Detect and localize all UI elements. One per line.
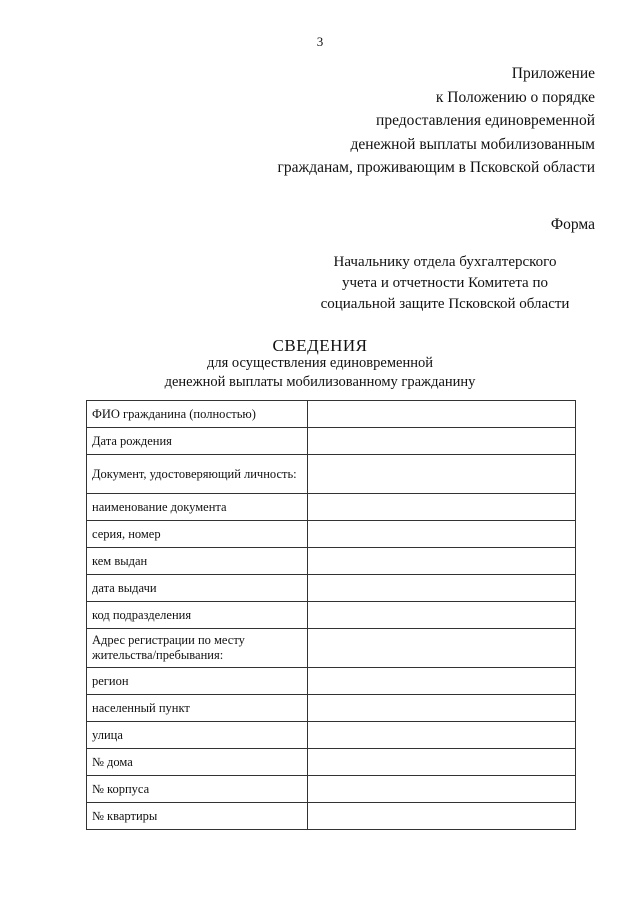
page-number: 3 <box>316 34 324 49</box>
row-value-field[interactable] <box>308 776 576 803</box>
row-label: дата выдачи <box>87 575 308 602</box>
row-label: улица <box>87 722 308 749</box>
addressee-block <box>295 252 595 315</box>
row-label: ФИО гражданина (полностью) <box>87 401 308 428</box>
row-label: наименование документа <box>87 494 308 521</box>
table-row <box>87 455 576 494</box>
table-row <box>87 803 576 830</box>
row-label: кем выдан <box>87 548 308 575</box>
row-value-field[interactable] <box>308 749 576 776</box>
table-row <box>87 722 576 749</box>
info-table <box>86 400 576 830</box>
row-value-field[interactable] <box>308 428 576 455</box>
row-label: серия, номер <box>87 521 308 548</box>
table-row <box>87 668 576 695</box>
row-value-field[interactable] <box>308 722 576 749</box>
table-row <box>87 776 576 803</box>
row-value-field[interactable] <box>308 602 576 629</box>
appendix-line: гражданам, проживающим в Псковской области <box>277 159 595 176</box>
table-row <box>87 629 576 668</box>
addressee-line: Начальнику отдела бухгалтерского <box>333 254 557 270</box>
document-subtitle <box>0 354 640 392</box>
document-subtitle-line: денежной выплаты мобилизованному гражданину <box>164 374 476 390</box>
row-label: код подразделения <box>87 602 308 629</box>
appendix-line: денежной выплаты мобилизованным <box>350 135 595 153</box>
document-subtitle-line: для осуществления единовременной <box>207 355 433 371</box>
table-row <box>87 695 576 722</box>
row-value-field[interactable] <box>308 695 576 722</box>
addressee-line: социальной защите Псковской области <box>320 296 570 312</box>
row-value-field[interactable] <box>308 401 576 428</box>
row-value-field[interactable] <box>308 521 576 548</box>
row-value-field[interactable] <box>308 548 576 575</box>
row-value-field[interactable] <box>308 455 576 494</box>
table-row <box>87 749 576 776</box>
row-value-field[interactable] <box>308 494 576 521</box>
row-label: населенный пункт <box>87 695 308 722</box>
table-row <box>87 575 576 602</box>
table-row <box>87 548 576 575</box>
document-title: СВЕДЕНИЯ <box>272 336 368 355</box>
row-value-field[interactable] <box>308 575 576 602</box>
row-label: Дата рождения <box>87 428 308 455</box>
row-label: Документ, удостоверяющий личность: <box>87 455 308 494</box>
table-row <box>87 494 576 521</box>
row-value-field[interactable] <box>308 803 576 830</box>
form-label: Форма <box>550 216 595 233</box>
row-label: № квартиры <box>87 803 308 830</box>
table-row <box>87 602 576 629</box>
table-row <box>87 428 576 455</box>
row-label: № дома <box>87 749 308 776</box>
appendix-line: к Положению о порядке <box>435 88 595 106</box>
row-value-field[interactable] <box>308 668 576 695</box>
row-label: № корпуса <box>87 776 308 803</box>
row-label: регион <box>87 668 308 695</box>
appendix-line: предоставления единовременной <box>376 112 595 129</box>
addressee-line: учета и отчетности Комитета по <box>341 275 548 291</box>
appendix-line: Приложение <box>511 65 595 82</box>
appendix-block <box>175 62 595 180</box>
table-row <box>87 401 576 428</box>
table-row <box>87 521 576 548</box>
row-value-field[interactable] <box>308 629 576 668</box>
row-label: Адрес регистрации по месту жительства/пребывания: <box>87 629 308 668</box>
